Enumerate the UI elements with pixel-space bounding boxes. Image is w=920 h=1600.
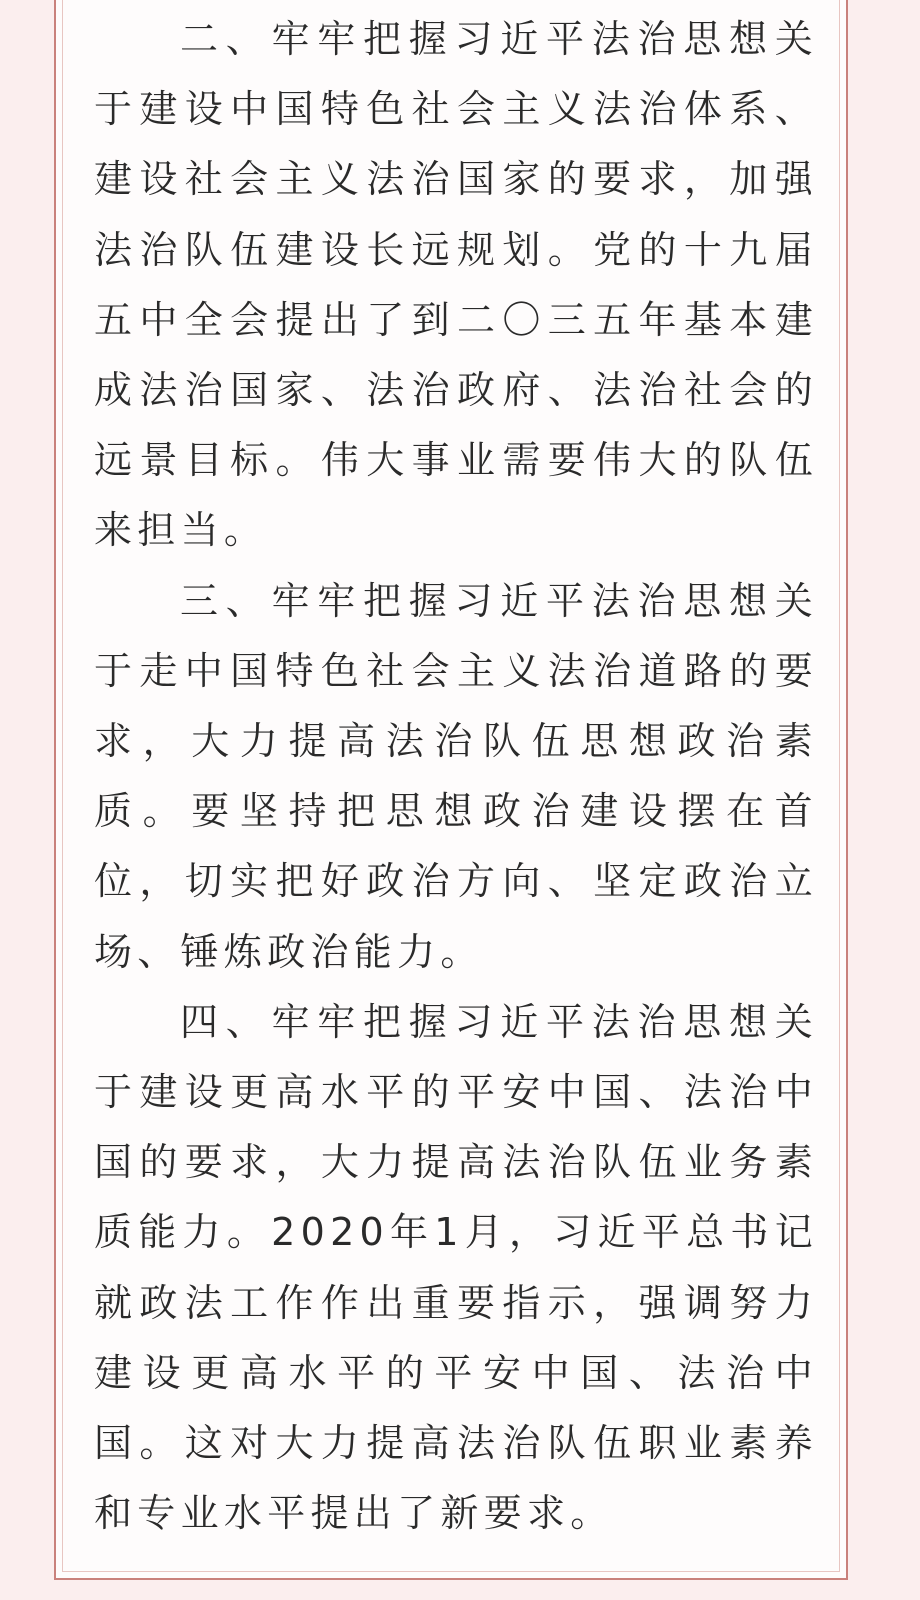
- paragraph-four: 四、牢牢把握习近平法治思想关于建设更高水平的平安中国、法治中国的要求，大力提高法治队伍业务素质能力。2020年1月，习近平总书记就政法工作作出重要指示，强调努力建设更高水平的平安中国、法治中国。这对大力提高法治队伍职业素养和专业水平提出了新要求。: [94, 999, 818, 1536]
- article-body: [94, 4, 818, 1548]
- paragraph-three: 三、牢牢把握习近平法治思想关于走中国特色社会主义法治道路的要求，大力提高法治队伍思想政治素质。要坚持把思想政治建设摆在首位，切实把好政治方向、坚定政治立场、锤炼政治能力。: [94, 578, 818, 974]
- paragraph-two: 二、牢牢把握习近平法治思想关于建设中国特色社会主义法治体系、建设社会主义法治国家的要求，加强法治队伍建设长远规划。党的十九届五中全会提出了到二〇三五年基本建成法治国家、法治政府、法治社会的远景目标。伟大事业需要伟大的队伍来担当。: [94, 17, 818, 553]
